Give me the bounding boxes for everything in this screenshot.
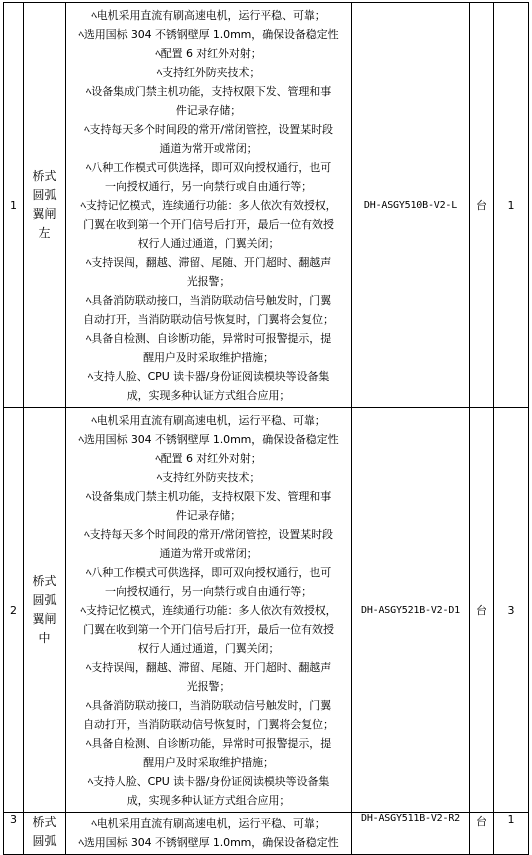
- feature-line: 门翼在收到第一个开门信号后打开，最后一位有效授: [83, 623, 334, 636]
- feature-line: ﾍ支持记忆模式，连续通行功能：多人依次有效授权，: [80, 604, 337, 617]
- feature-line: 通道为常开或常闭；: [159, 547, 258, 560]
- model-number-cell: DH-ASGY511B-V2-R2: [352, 813, 470, 855]
- product-name-cell: [24, 408, 66, 813]
- feature-line: ﾍ配置 6 对红外对射；: [155, 452, 262, 465]
- product-name-line: 翼闸: [32, 612, 57, 626]
- feature-list-cell: [66, 3, 352, 408]
- row-index-cell: 2: [4, 408, 24, 813]
- feature-line: 光报警；: [186, 680, 231, 693]
- feature-line: ﾍ支持红外防夹技术；: [156, 471, 261, 484]
- feature-line: 件记录存储；: [175, 509, 242, 522]
- feature-line: 一向授权通行，另一向禁行或自由通行等；: [104, 585, 313, 598]
- feature-line: ﾍ电机采用直流有刷高速电机，运行平稳、可靠；: [91, 817, 326, 830]
- feature-line: ﾍ设备集成门禁主机功能，支持权限下发、管理和事: [85, 85, 332, 98]
- table-row: [4, 813, 529, 855]
- feature-line: ﾍ支持人脸、CPU 读卡器/身份证阅读模块等设备集: [87, 370, 330, 383]
- product-name-line: 桥式: [32, 815, 57, 829]
- product-name-cell: [24, 3, 66, 408]
- feature-line: ﾍ支持误闯，翻越、滞留、尾随、开门超时、翻越声: [85, 256, 332, 269]
- feature-line: 成，实现多种认证方式组合应用；: [126, 794, 291, 807]
- feature-line: ﾍ具备自检测、自诊断功能，异常时可报警提示，提: [85, 737, 332, 750]
- product-name-line: 中: [38, 631, 51, 645]
- quantity-cell: 1: [494, 3, 529, 408]
- product-name-line: 圆弧: [32, 834, 57, 848]
- feature-line: ﾍ支持每天多个时间段的常开/常闭管控，设置某时段: [84, 123, 333, 136]
- feature-line: ﾍ具备自检测、自诊断功能，异常时可报警提示，提: [85, 332, 332, 345]
- feature-list-cell: [66, 408, 352, 813]
- quantity-cell: 1: [494, 813, 529, 855]
- product-name-cell: [24, 813, 66, 855]
- feature-line: ﾍ选用国标 304 不锈钢壁厚 1.0mm，确保设备稳定性: [78, 433, 339, 446]
- feature-line: 成，实现多种认证方式组合应用；: [126, 389, 291, 402]
- equipment-table-body: [4, 3, 529, 855]
- unit-cell: 台: [470, 3, 494, 408]
- feature-line: ﾍ支持记忆模式，连续通行功能：多人依次有效授权，: [80, 199, 337, 212]
- product-name-line: 左: [38, 226, 51, 240]
- feature-line: 醒用户及时采取维护措施；: [143, 351, 274, 364]
- model-number-cell: DH-ASGY510B-V2-L: [352, 3, 470, 408]
- feature-line: 一向授权通行，另一向禁行或自由通行等；: [104, 180, 313, 193]
- row-index-cell: 1: [4, 3, 24, 408]
- feature-line: ﾍ支持人脸、CPU 读卡器/身份证阅读模块等设备集: [87, 775, 330, 788]
- unit-cell: 台: [470, 813, 494, 855]
- product-name-line: 圆弧: [32, 593, 57, 607]
- feature-line: 权行人通过通道，门翼关闭；: [137, 237, 280, 250]
- feature-line: 自动打开，当消防联动信号恢复时，门翼将会复位；: [83, 313, 334, 326]
- product-name-line: 桥式: [32, 169, 57, 183]
- feature-line: ﾍ具备消防联动接口，当消防联动信号触发时，门翼: [85, 699, 332, 712]
- feature-line: ﾍ选用国标 304 不锈钢壁厚 1.0mm，确保设备稳定性: [78, 28, 339, 41]
- product-name-line: 圆弧: [32, 188, 57, 202]
- feature-list-cell: [66, 813, 352, 855]
- feature-line: ﾍ设备集成门禁主机功能，支持权限下发、管理和事: [85, 490, 332, 503]
- feature-line: 光报警；: [186, 275, 231, 288]
- unit-cell: 台: [470, 408, 494, 813]
- feature-line: ﾍ具备消防联动接口，当消防联动信号触发时，门翼: [85, 294, 332, 307]
- feature-line: 自动打开，当消防联动信号恢复时，门翼将会复位；: [83, 718, 334, 731]
- product-name-line: 翼闸: [32, 207, 57, 221]
- feature-line: ﾍ八种工作模式可供选择，即可双向授权通行，也可: [85, 566, 332, 579]
- feature-line: ﾍ支持误闯，翻越、滞留、尾随、开门超时、翻越声: [85, 661, 332, 674]
- feature-line: ﾍ选用国标 304 不锈钢壁厚 1.0mm，确保设备稳定性: [78, 836, 339, 849]
- feature-line: 门翼在收到第一个开门信号后打开，最后一位有效授: [83, 218, 334, 231]
- feature-line: ﾍ电机采用直流有刷高速电机，运行平稳、可靠；: [91, 9, 326, 22]
- model-number-cell: DH-ASGY521B-V2-D1: [352, 408, 470, 813]
- feature-line: ﾍ配置 6 对红外对射；: [155, 47, 262, 60]
- feature-line: ﾍ支持红外防夹技术；: [156, 66, 261, 79]
- feature-line: ﾍ电机采用直流有刷高速电机，运行平稳、可靠；: [91, 414, 326, 427]
- quantity-cell: 3: [494, 408, 529, 813]
- feature-line: ﾍ支持每天多个时间段的常开/常闭管控，设置某时段: [84, 528, 333, 541]
- table-row: [4, 3, 529, 408]
- product-name-line: 桥式: [32, 574, 57, 588]
- feature-line: ﾍ八种工作模式可供选择，即可双向授权通行，也可: [85, 161, 332, 174]
- feature-line: 件记录存储；: [175, 104, 242, 117]
- table-row: [4, 408, 529, 813]
- feature-line: 权行人通过通道，门翼关闭；: [137, 642, 280, 655]
- feature-line: 醒用户及时采取维护措施；: [143, 756, 274, 769]
- row-index-cell: 3: [4, 813, 24, 855]
- equipment-table: [3, 2, 529, 855]
- feature-line: 通道为常开或常闭；: [159, 142, 258, 155]
